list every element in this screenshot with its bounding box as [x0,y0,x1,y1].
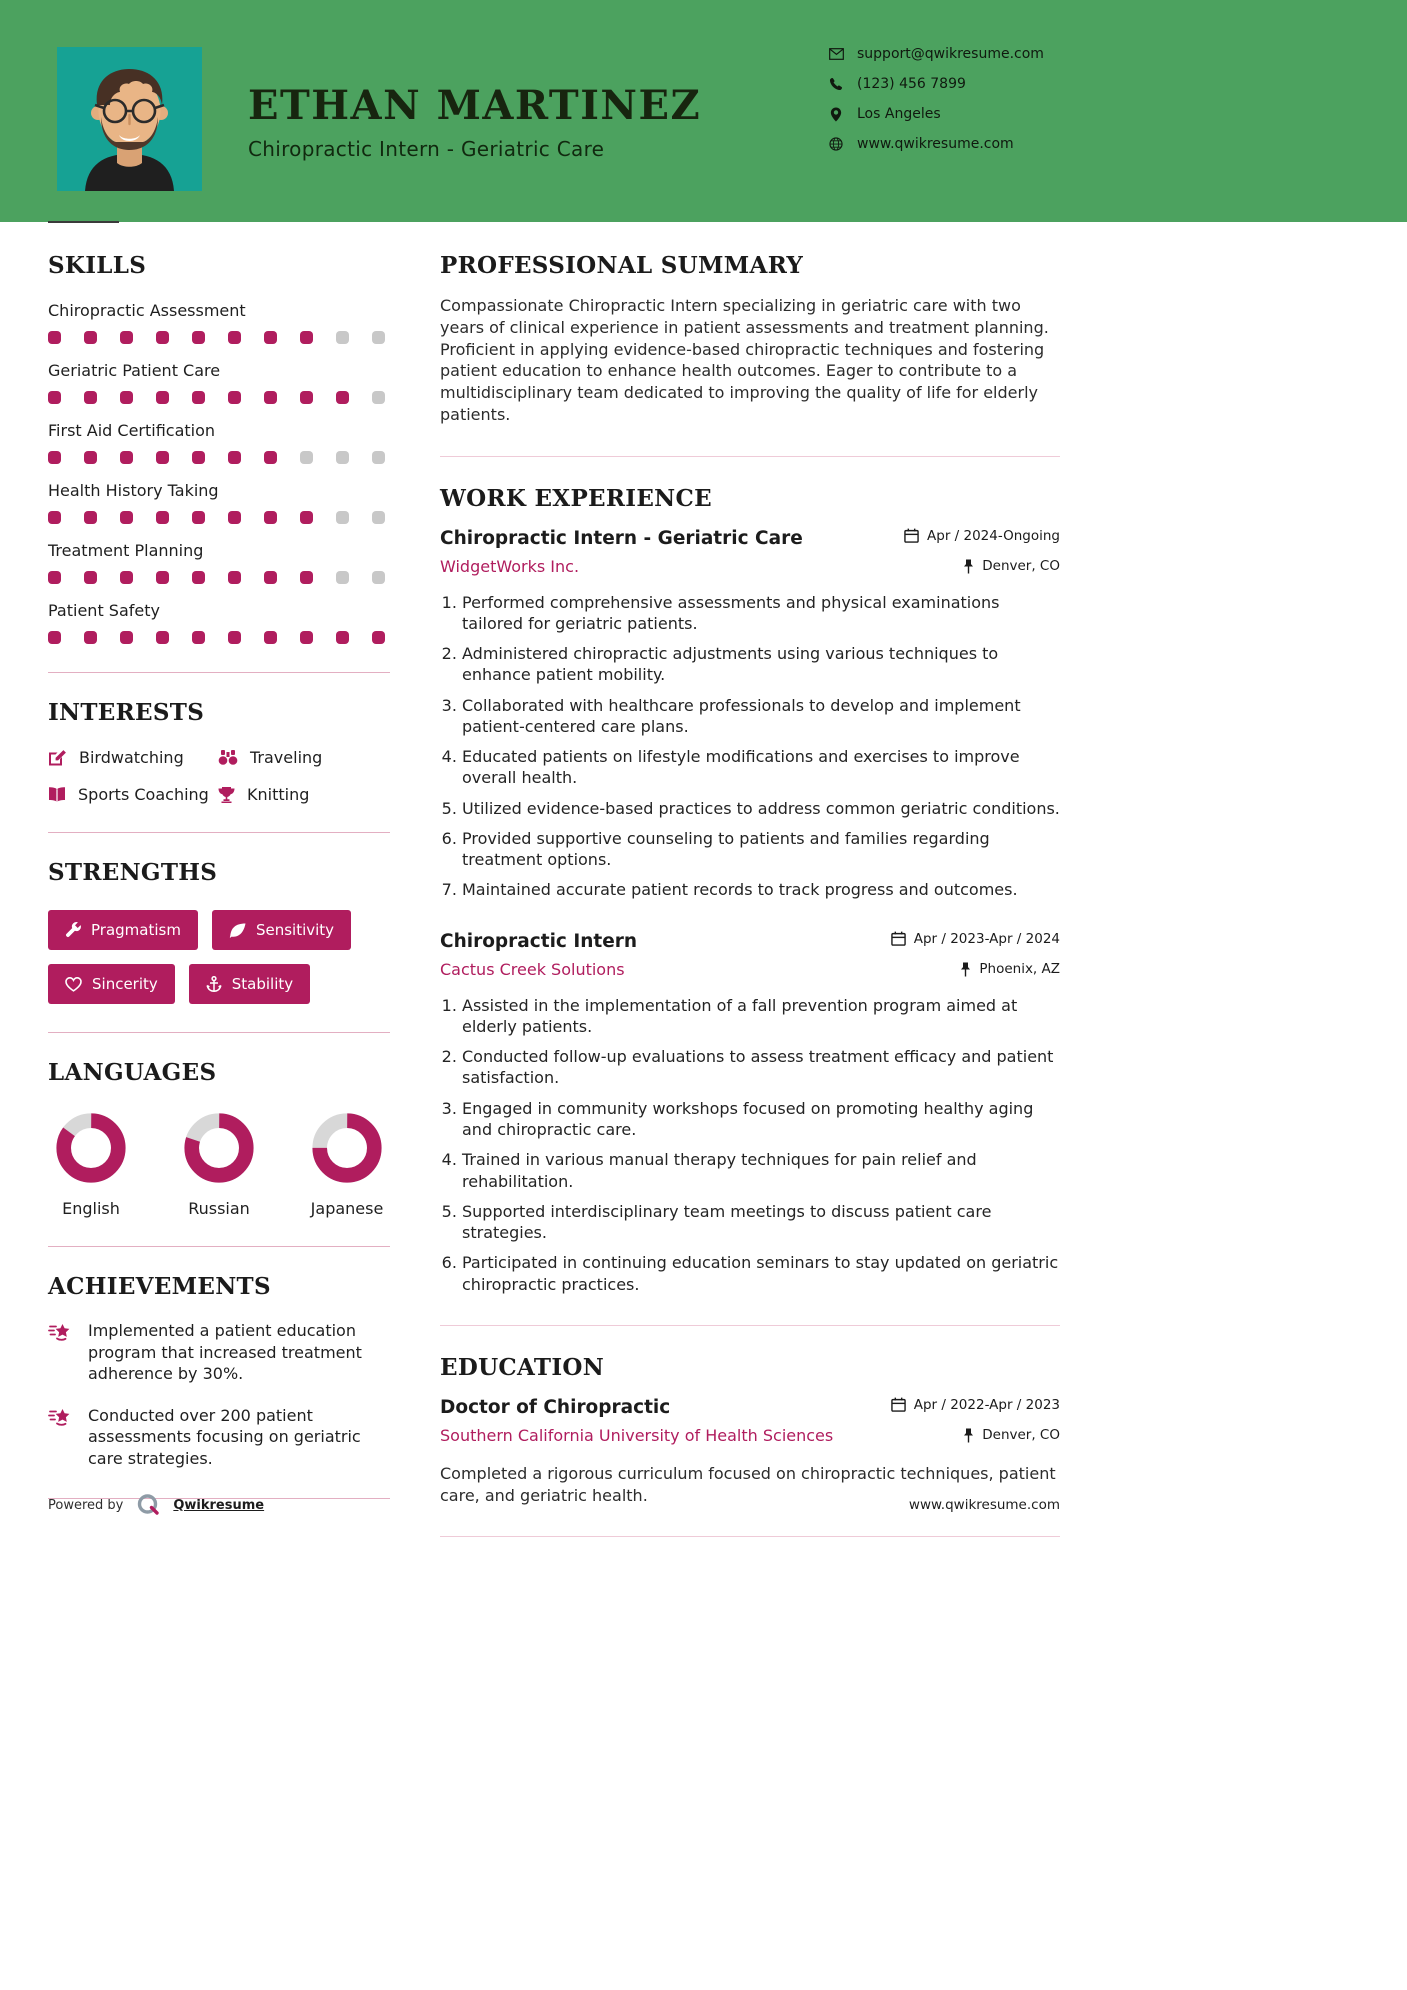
skill-label: First Aid Certification [48,421,216,440]
skill-dot [264,631,277,644]
skill-level [48,331,385,344]
section-divider [440,1325,1060,1326]
job-title: Chiropractic Intern - Geriatric Care [440,527,803,549]
section-divider [48,1032,390,1033]
strength-chip [48,910,198,950]
skill-label: Chiropractic Assessment [48,301,246,320]
wrench-icon [65,922,81,938]
email-icon [828,48,844,60]
footer-site-url: www.qwikresume.com [908,1497,1060,1513]
skill-dot [264,511,277,524]
skill-item [48,541,390,584]
skill-dot [84,391,97,404]
language-label: Japanese [310,1199,384,1218]
skill-dot [120,331,133,344]
skill-dot [192,511,205,524]
skill-dot [300,631,313,644]
job-location-text: Phoenix, AZ [979,961,1060,978]
contact-list [828,46,1044,166]
header-underline [48,221,119,223]
job-dates-text: Apr / 2024-Ongoing [927,527,1060,544]
powered-by-text: Powered by [48,1497,124,1513]
contact-text: Los Angeles [857,106,941,122]
job-bullet: 1. Assisted in the implementation of a fall prevention program aimed at elderly patients. [462,995,1060,1038]
skill-level [48,391,385,404]
skill-dot [264,571,277,584]
education-school: Southern California University of Health Sciences [440,1425,834,1445]
skill-dot [48,571,61,584]
skill-dot [336,331,349,344]
strength-chip [212,910,351,950]
skill-dot [336,631,349,644]
job-bullet: 4. Trained in various manual therapy techniques for pain relief and rehabilitation. [462,1149,1060,1192]
skill-dot [336,571,349,584]
degree-title: Doctor of Chiropractic [440,1396,671,1418]
skill-dot [120,571,133,584]
binoculars-icon [218,750,238,765]
skill-dot [300,391,313,404]
skill-dot [120,391,133,404]
qwikresume-logo-icon [135,1492,161,1518]
location-pin-icon [963,1428,974,1443]
section-divider [440,456,1060,457]
skill-dot [156,511,169,524]
skill-dot [372,331,385,344]
skill-label: Patient Safety [48,601,160,620]
language-item [304,1112,390,1218]
section-divider [440,1536,1060,1537]
skill-dot [264,391,277,404]
skill-dot [300,571,313,584]
skill-dot [156,391,169,404]
skill-dot [372,391,385,404]
languages-heading: LANGUAGES [48,1059,217,1086]
job-dates [904,528,1060,544]
job-bullet: 2. Administered chiropractic adjustments using various techniques to enhance patient mobility. [462,643,1060,686]
skill-dot [48,511,61,524]
pen-icon [48,749,67,766]
footer [48,1492,1060,1518]
language-donut-chart [183,1112,255,1184]
interests-section [48,699,390,804]
job-bullets [462,995,1060,1295]
job-bullets [462,592,1060,901]
skill-dot [300,511,313,524]
skill-dot [120,451,133,464]
skill-label: Geriatric Patient Care [48,361,221,380]
interest-label: Knitting [247,785,310,804]
skill-label: Health History Taking [48,481,219,500]
summary-section [440,252,1060,426]
skill-dot [264,451,277,464]
skill-dot [372,451,385,464]
skill-level [48,631,385,644]
skill-dot [120,631,133,644]
trophy-icon [218,787,235,803]
skill-item [48,601,390,644]
contact-text[interactable]: www.qwikresume.com [857,136,1014,152]
skill-dot [48,331,61,344]
skill-dot [228,451,241,464]
skill-item [48,361,390,404]
skill-level [48,511,385,524]
job-bullet: 3. Engaged in community workshops focused on promoting healthy aging and chiropractic care. [462,1098,1060,1141]
skill-dot [264,331,277,344]
skill-item [48,301,390,344]
medal-icon [48,1320,74,1385]
job-location [963,558,1060,574]
skill-dot [84,571,97,584]
interest-item [48,748,218,767]
job-dates-text: Apr / 2023-Apr / 2024 [913,930,1060,947]
interest-label: Traveling [250,748,323,767]
right-column [440,252,1060,1565]
profile-photo [57,47,202,191]
person-name: ETHAN MARTINEZ [248,82,702,129]
interest-label: Sports Coaching [78,785,209,804]
section-divider [48,1246,390,1247]
skill-dot [228,631,241,644]
skill-dot [84,511,97,524]
skill-dot [336,451,349,464]
strengths-section [48,859,390,1004]
job-bullet: 4. Educated patients on lifestyle modifications and exercises to improve overall health. [462,746,1060,789]
achievement-text: Conducted over 200 patient assessments focusing on geriatric care strategies. [88,1405,361,1468]
skill-dot [156,331,169,344]
language-label: English [62,1199,120,1218]
job-bullet: 3. Collaborated with healthcare professionals to develop and implement patient-centered care plans. [462,695,1060,738]
leaf-icon [229,923,246,938]
phone-icon [828,77,844,91]
jobs-list [440,528,1060,1295]
contact-item [828,76,1044,92]
education-heading: EDUCATION [440,1353,605,1381]
achievement-item [48,1405,390,1470]
job-location-text: Denver, CO [982,558,1060,574]
skill-dot [192,331,205,344]
skill-item [48,421,390,464]
job-company: Cactus Creek Solutions [440,959,625,979]
content [0,222,1407,1565]
achievement-text: Implemented a patient education program that increased treatment adherence by 30%. [88,1321,362,1384]
skill-dot [336,391,349,404]
skills-list [48,301,390,644]
location-pin-icon [960,962,971,977]
skill-dot [48,391,61,404]
achievements-heading: ACHIEVEMENTS [48,1273,271,1300]
identity-block [248,82,701,161]
education-location-text: Denver, CO [982,1427,1060,1444]
education-description: Completed a rigorous curriculum focused on chiropractic techniques, patient care, and geriatric health. [440,1463,1056,1505]
skill-dot [372,511,385,524]
job-bullet: 6. Participated in continuing education seminars to stay updated on geriatric chiropractic practices. [462,1252,1060,1295]
job-bullet: 5. Utilized evidence-based practices to address common geriatric conditions. [462,798,1060,819]
skill-dot [156,631,169,644]
skill-dot [192,451,205,464]
skill-level [48,571,385,584]
skill-dot [48,631,61,644]
interest-item [48,785,218,804]
skills-section [48,252,390,644]
education-dates-text: Apr / 2022-Apr / 2023 [913,1396,1060,1413]
contact-item [828,106,1044,122]
language-donut-chart [55,1112,127,1184]
strength-chip [189,964,310,1004]
achievement-item [48,1320,390,1385]
languages-list [48,1112,390,1218]
skill-dot [228,331,241,344]
location-pin-icon [963,559,974,574]
strength-label: Pragmatism [91,921,181,939]
job-title: Chiropractic Intern [440,930,638,952]
person-title: Chiropractic Intern - Geriatric Care [248,137,605,161]
skill-label: Treatment Planning [48,541,204,560]
job-company: WidgetWorks Inc. [440,556,580,576]
interest-item [218,785,390,804]
contact-text: (123) 456 7899 [857,76,966,92]
interests-list [48,748,390,804]
achievements-section [48,1273,390,1470]
calendar-icon [891,1397,906,1412]
book-icon [48,787,66,802]
calendar-icon [904,528,919,543]
interest-item [218,748,390,767]
summary-text: Compassionate Chiropractic Intern specializing in geriatric care with two years of clinical experience in patient assessments and treatment planning. Proficient in applying evidence-based chiropractic techniques and fostering patient education to enhance health outcomes. Eager to contribute to a multidisciplinary team dedicated to improving the quality of life for elderly patients. [440,296,1049,424]
calendar-icon [891,931,906,946]
language-item [48,1112,134,1218]
heart-icon [65,977,82,992]
job-entry [440,528,1060,901]
strength-label: Sensitivity [255,921,335,939]
left-column [48,252,390,1565]
skill-dot [228,571,241,584]
qwikresume-link[interactable]: Qwikresume [173,1497,265,1513]
skill-dot [372,571,385,584]
languages-section [48,1059,390,1218]
skill-dot [192,571,205,584]
skill-dot [84,631,97,644]
education-location [963,1427,1060,1443]
powered-by [48,1492,264,1518]
contact-text[interactable]: support@qwikresume.com [857,46,1044,62]
skill-dot [120,511,133,524]
skill-dot [84,451,97,464]
skill-dot [228,391,241,404]
section-divider [48,832,390,833]
skill-dot [300,331,313,344]
language-label: Russian [188,1199,250,1218]
location-icon [828,107,844,122]
education-dates [891,1397,1060,1413]
skill-item [48,481,390,524]
job-bullet: 7. Maintained accurate patient records to track progress and outcomes. [462,879,1060,900]
anchor-icon [206,976,222,993]
interest-label: Birdwatching [79,748,184,767]
strengths-heading: STRENGTHS [48,859,218,886]
job-dates [891,931,1060,947]
strength-label: Sincerity [92,975,158,993]
skill-dot [336,511,349,524]
header [0,0,1407,222]
job-location [960,961,1060,977]
experience-heading: WORK EXPERIENCE [440,484,712,512]
skill-dot [156,571,169,584]
contact-item [828,136,1044,152]
strength-chip [48,964,175,1004]
skill-dot [228,511,241,524]
summary-heading: PROFESSIONAL SUMMARY [440,252,804,279]
interests-heading: INTERESTS [48,699,205,726]
strengths-list [48,910,390,1004]
skill-dot [372,631,385,644]
medal-icon [48,1405,74,1470]
job-entry [440,931,1060,1295]
skill-dot [192,631,205,644]
contact-item [828,46,1044,62]
skill-dot [192,391,205,404]
avatar-illustration [57,47,202,191]
section-divider [48,672,390,673]
job-bullet: 1. Performed comprehensive assessments and physical examinations tailored for geriatric patients. [462,592,1060,635]
language-donut-chart [311,1112,383,1184]
language-item [176,1112,262,1218]
skill-dot [84,331,97,344]
skill-dot [48,451,61,464]
job-bullet: 6. Provided supportive counseling to patients and families regarding treatment options. [462,828,1060,871]
skills-heading: SKILLS [48,252,147,279]
skill-level [48,451,385,464]
education-entry [440,1397,1060,1507]
experience-section [440,485,1060,1295]
job-bullet: 2. Conducted follow-up evaluations to assess treatment efficacy and patient satisfaction. [462,1046,1060,1089]
strength-label: Stability [231,975,294,993]
skill-dot [156,451,169,464]
skill-dot [300,451,313,464]
globe-icon [828,137,844,151]
job-bullet: 5. Supported interdisciplinary team meetings to discuss patient care strategies. [462,1201,1060,1244]
education-section [440,1354,1060,1507]
achievements-list [48,1320,390,1470]
